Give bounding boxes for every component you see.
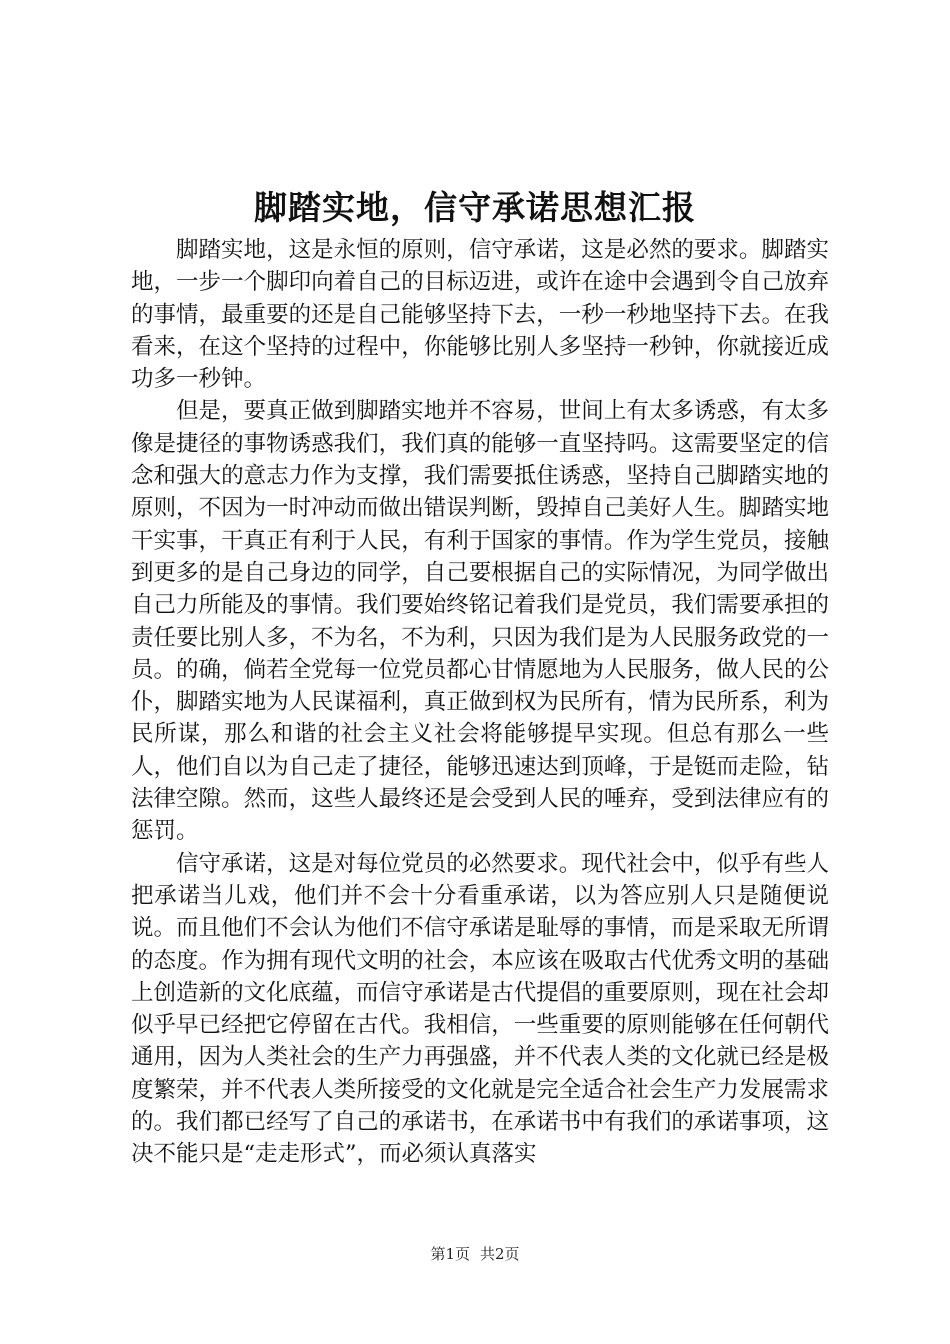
paragraph-2: 但是，要真正做到脚踏实地并不容易，世间上有太多诱惑，有太多像是捷径的事物诱惑我们，我们真的能够一直坚持吗。这需要坚定的信念和强大的意志力作为支撑，我们需要抵住诱惑，坚持自己脚踏实地的原则，不因为一时冲动而做出错误判断，毁掉自己美好人生。脚踏实地干实事，干真正有利于人民，有利于国家的事情。作为学生党员，接触到更多的是自己身边的同学，自己要根据自己的实际情况，为同学做出自己力所能及的事情。我们要始终铭记着我们是党员，我们需要承担的责任要比别人多，不为名，不为利，只因为我们是为人民服务政党的一员。的确，倘若全党每一位党员都心甘情愿地为人民服务，做人民的公仆，脚踏实地为人民谋福利，真正做到权为民所有，情为民所系，利为民所谋，那么和谐的社会主义社会将能够提早实现。但总有那么一些人，他们自以为自己走了捷径，能够迅速达到顶峰，于是铤而走险，钻法律空隙。然而，这些人最终还是会受到人民的唾弃，受到法律应有的惩罚。 (131, 398, 829, 845)
page-number-total: 共2页 (480, 1245, 520, 1263)
paragraph-1: 脚踏实地，这是永恒的原则，信守承诺，这是必然的要求。脚踏实地，一步一个脚印向着自己的目标迈进，或许在途中会遇到令自己放弃的事情，最重要的还是自己能够坚持下去，一秒一秒地坚持下去。在我看来，在这个坚持的过程中，你能够比别人多坚持一秒钟，你就接近成功多一秒钟。 (131, 237, 829, 393)
page-number-current: 第1页 (430, 1245, 470, 1263)
paragraph-3: 信守承诺，这是对每位党员的必然要求。现代社会中，似乎有些人把承诺当儿戏，他们并不会十分看重承诺，以为答应别人只是随便说说。而且他们不会认为他们不信守承诺是耻辱的事情，而是采取无所谓的态度。作为拥有现代文明的社会，本应该在吸取古代优秀文明的基础上创造新的文化底蕴，而信守承诺是古代提倡的重要原则，现在社会却似乎早已经把它停留在古代。我相信，一些重要的原则能够在任何朝代通用，因为人类社会的生产力再强盛，并不代表人类的文化就已经是极度繁荣，并不代表人类所接受的文化就是完全适合社会生产力发展需求的。我们都已经写了自己的承诺书，在承诺书中有我们的承诺事项，这决不能只是“走走形式”，而必须认真落实 (131, 850, 829, 1168)
document-body (131, 234, 829, 1171)
document-title: 脚踏实地，信守承诺思想汇报 (254, 188, 696, 227)
page-footer (0, 1244, 950, 1264)
